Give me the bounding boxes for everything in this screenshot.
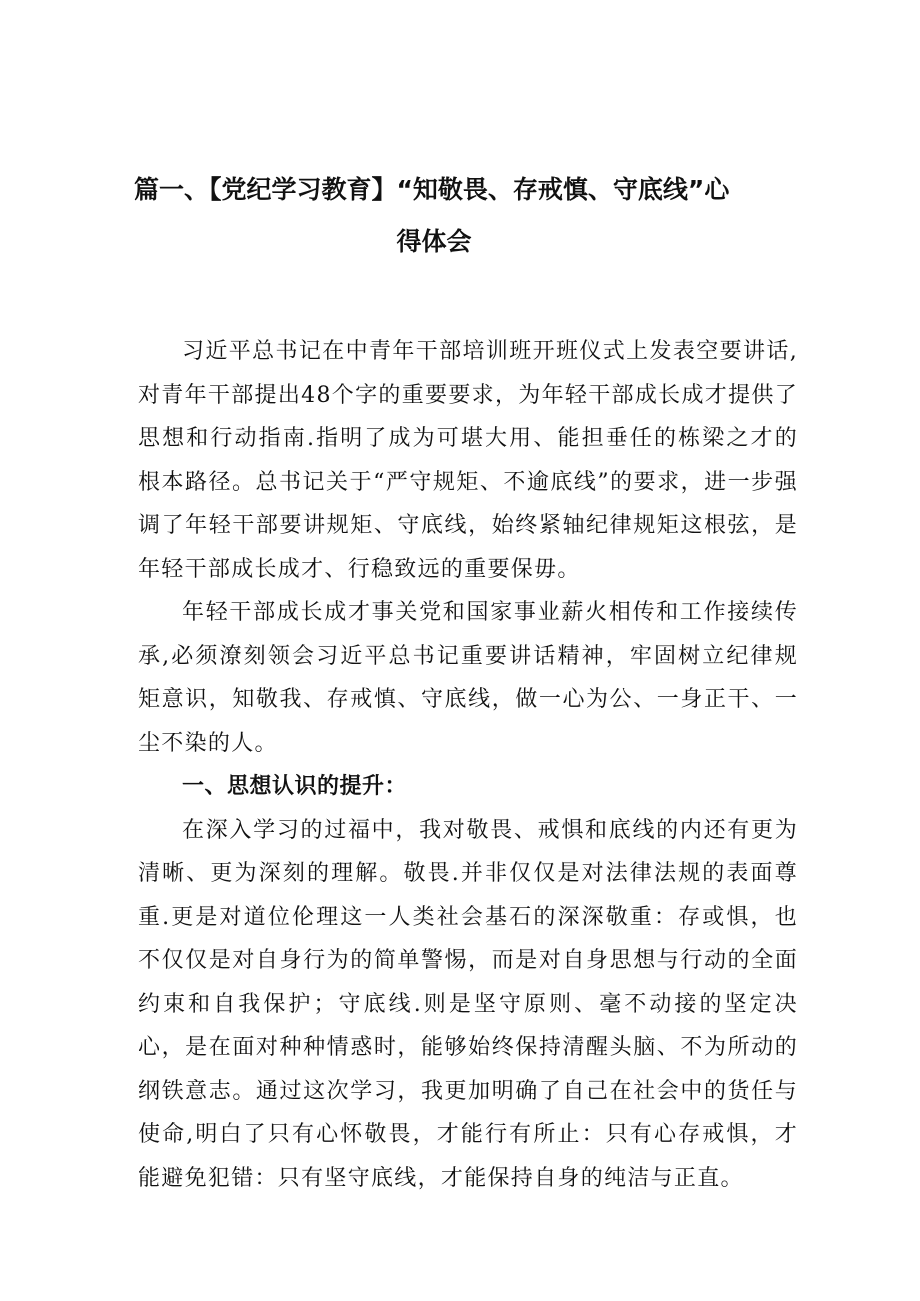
title-line-1: 篇一、【党纪学习教育】“知敬畏、存戒慎、守底线”心: [134, 175, 730, 204]
paragraph-1: 习近平总书记在中青年干部培训班开班仪式上发表空要讲话,对青年干部提出48个字的重要要求，为年轻干部成长成才提供了思想和行动指南.指明了成为可堪大用、能担垂任的栋梁之才的根本路径。总书记关于“严守规矩、不逾底线”的要求，进一步强调了年轻干部要讲规矩、守底线，始终紧轴纪律规矩这根弦，是年轻干部成长成才、行稳致远的重要保毋。: [138, 339, 798, 582]
section-heading-1: 一、思想认识的提升：: [182, 774, 408, 799]
document-body: [138, 330, 798, 1200]
title-line-2: 得体会: [396, 227, 472, 256]
paragraph-2: 年轻干部成长成才事关党和国家事业薪火相传和工作接续传承,必须潦刻领会习近平总书记重要讲话精神，牢固树立纪律规矩意识，知敬我、存戒慎、守底线，做一心为公、一身正干、一尘不染的人。: [138, 600, 798, 756]
paragraph-3: 在深入学习的过福中，我对敬畏、戒惧和底线的内还有更为清晰、更为深刻的理解。敬畏.并非仅仅是对法律法规的表面尊重.更是对道位伦理这一人类社会基石的深深敬重：存或惧，也不仅仅是对自身行为的简单警惕，而是对自身思想与行动的全面约束和自我保护；守底线.则是坚守原则、毫不动接的坚定决心，是在面对种种情惑时，能够始终保持清醒头脑、不为所动的纲铁意志。通过这次学习，我更加明确了自己在社会中的货任与使命,明白了只有心怀敬畏，才能行有所止：只有心存戒惧，才能避免犯错：只有坚守底线，才能保持自身的纯洁与正直。: [138, 817, 798, 1191]
document-title: [134, 168, 794, 264]
